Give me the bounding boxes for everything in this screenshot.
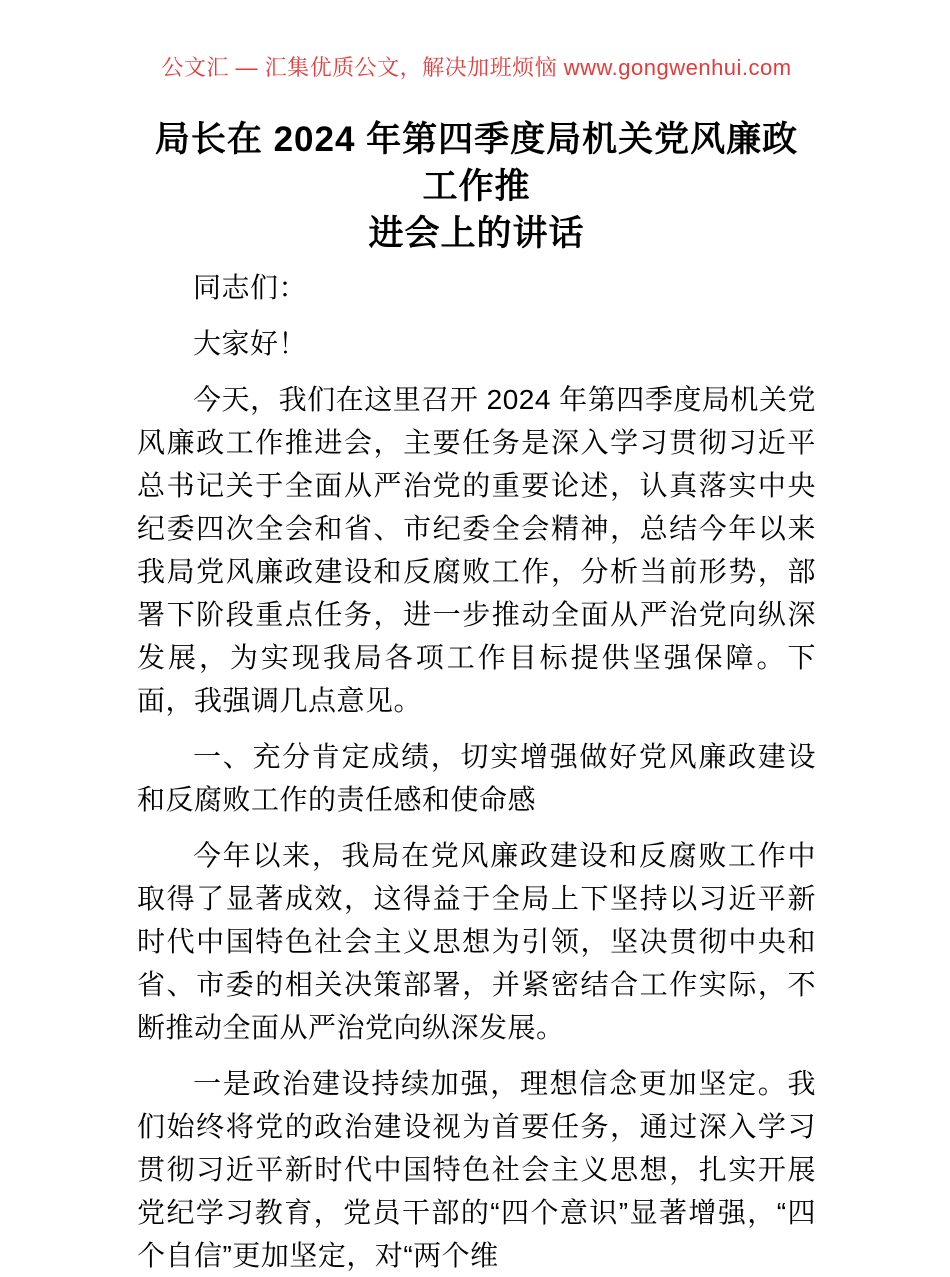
title-line-1: 局长在 2024 年第四季度局机关党风廉政工作推: [154, 120, 799, 206]
intro-paragraph: 今天，我们在这里召开 2024 年第四季度局机关党风廉政工作推进会，主要任务是深入学习贯彻习近平总书记关于全面从严治党的重要论述，认真落实中央纪委四次全会和省、市纪委全会精神，总结今年以来我局党风廉政建设和反腐败工作，分析当前形势，部署下阶段重点任务，进一步推动全面从严治党向纵深发展，为实现我局各项工作目标提供坚强保障。下面，我强调几点意见。: [137, 384, 816, 716]
document-body: [137, 266, 816, 1277]
achievements-paragraph: 今年以来，我局在党风廉政建设和反腐败工作中取得了显著成效，这得益于全局上下坚持以习近平新时代中国特色社会主义思想为引领，坚决贯彻中央和省、市委的相关决策部署，并紧密结合工作实际，不断推动全面从严治党向纵深发展。: [137, 840, 816, 1043]
salutation-paragraph: 同志们：: [193, 272, 308, 303]
watermark-header: 公文汇 — 汇集优质公文，解决加班烦恼 www.gongwenhui.com: [161, 55, 792, 80]
greeting-paragraph: 大家好！: [193, 328, 308, 359]
page-title: [137, 116, 816, 257]
section-heading-1: 一、充分肯定成绩，切实增强做好党风廉政建设和反腐败工作的责任感和使命感: [137, 741, 816, 815]
title-line-2: 进会上的讲话: [368, 214, 585, 253]
political-building-paragraph: 一是政治建设持续加强，理想信念更加坚定。我们始终将党的政治建设视为首要任务，通过深入学习贯彻习近平新时代中国特色社会主义思想，扎实开展党纪学习教育，党员干部的“四个意识”显著增强，“四个自信”更加坚定，对“两个维: [137, 1068, 816, 1271]
